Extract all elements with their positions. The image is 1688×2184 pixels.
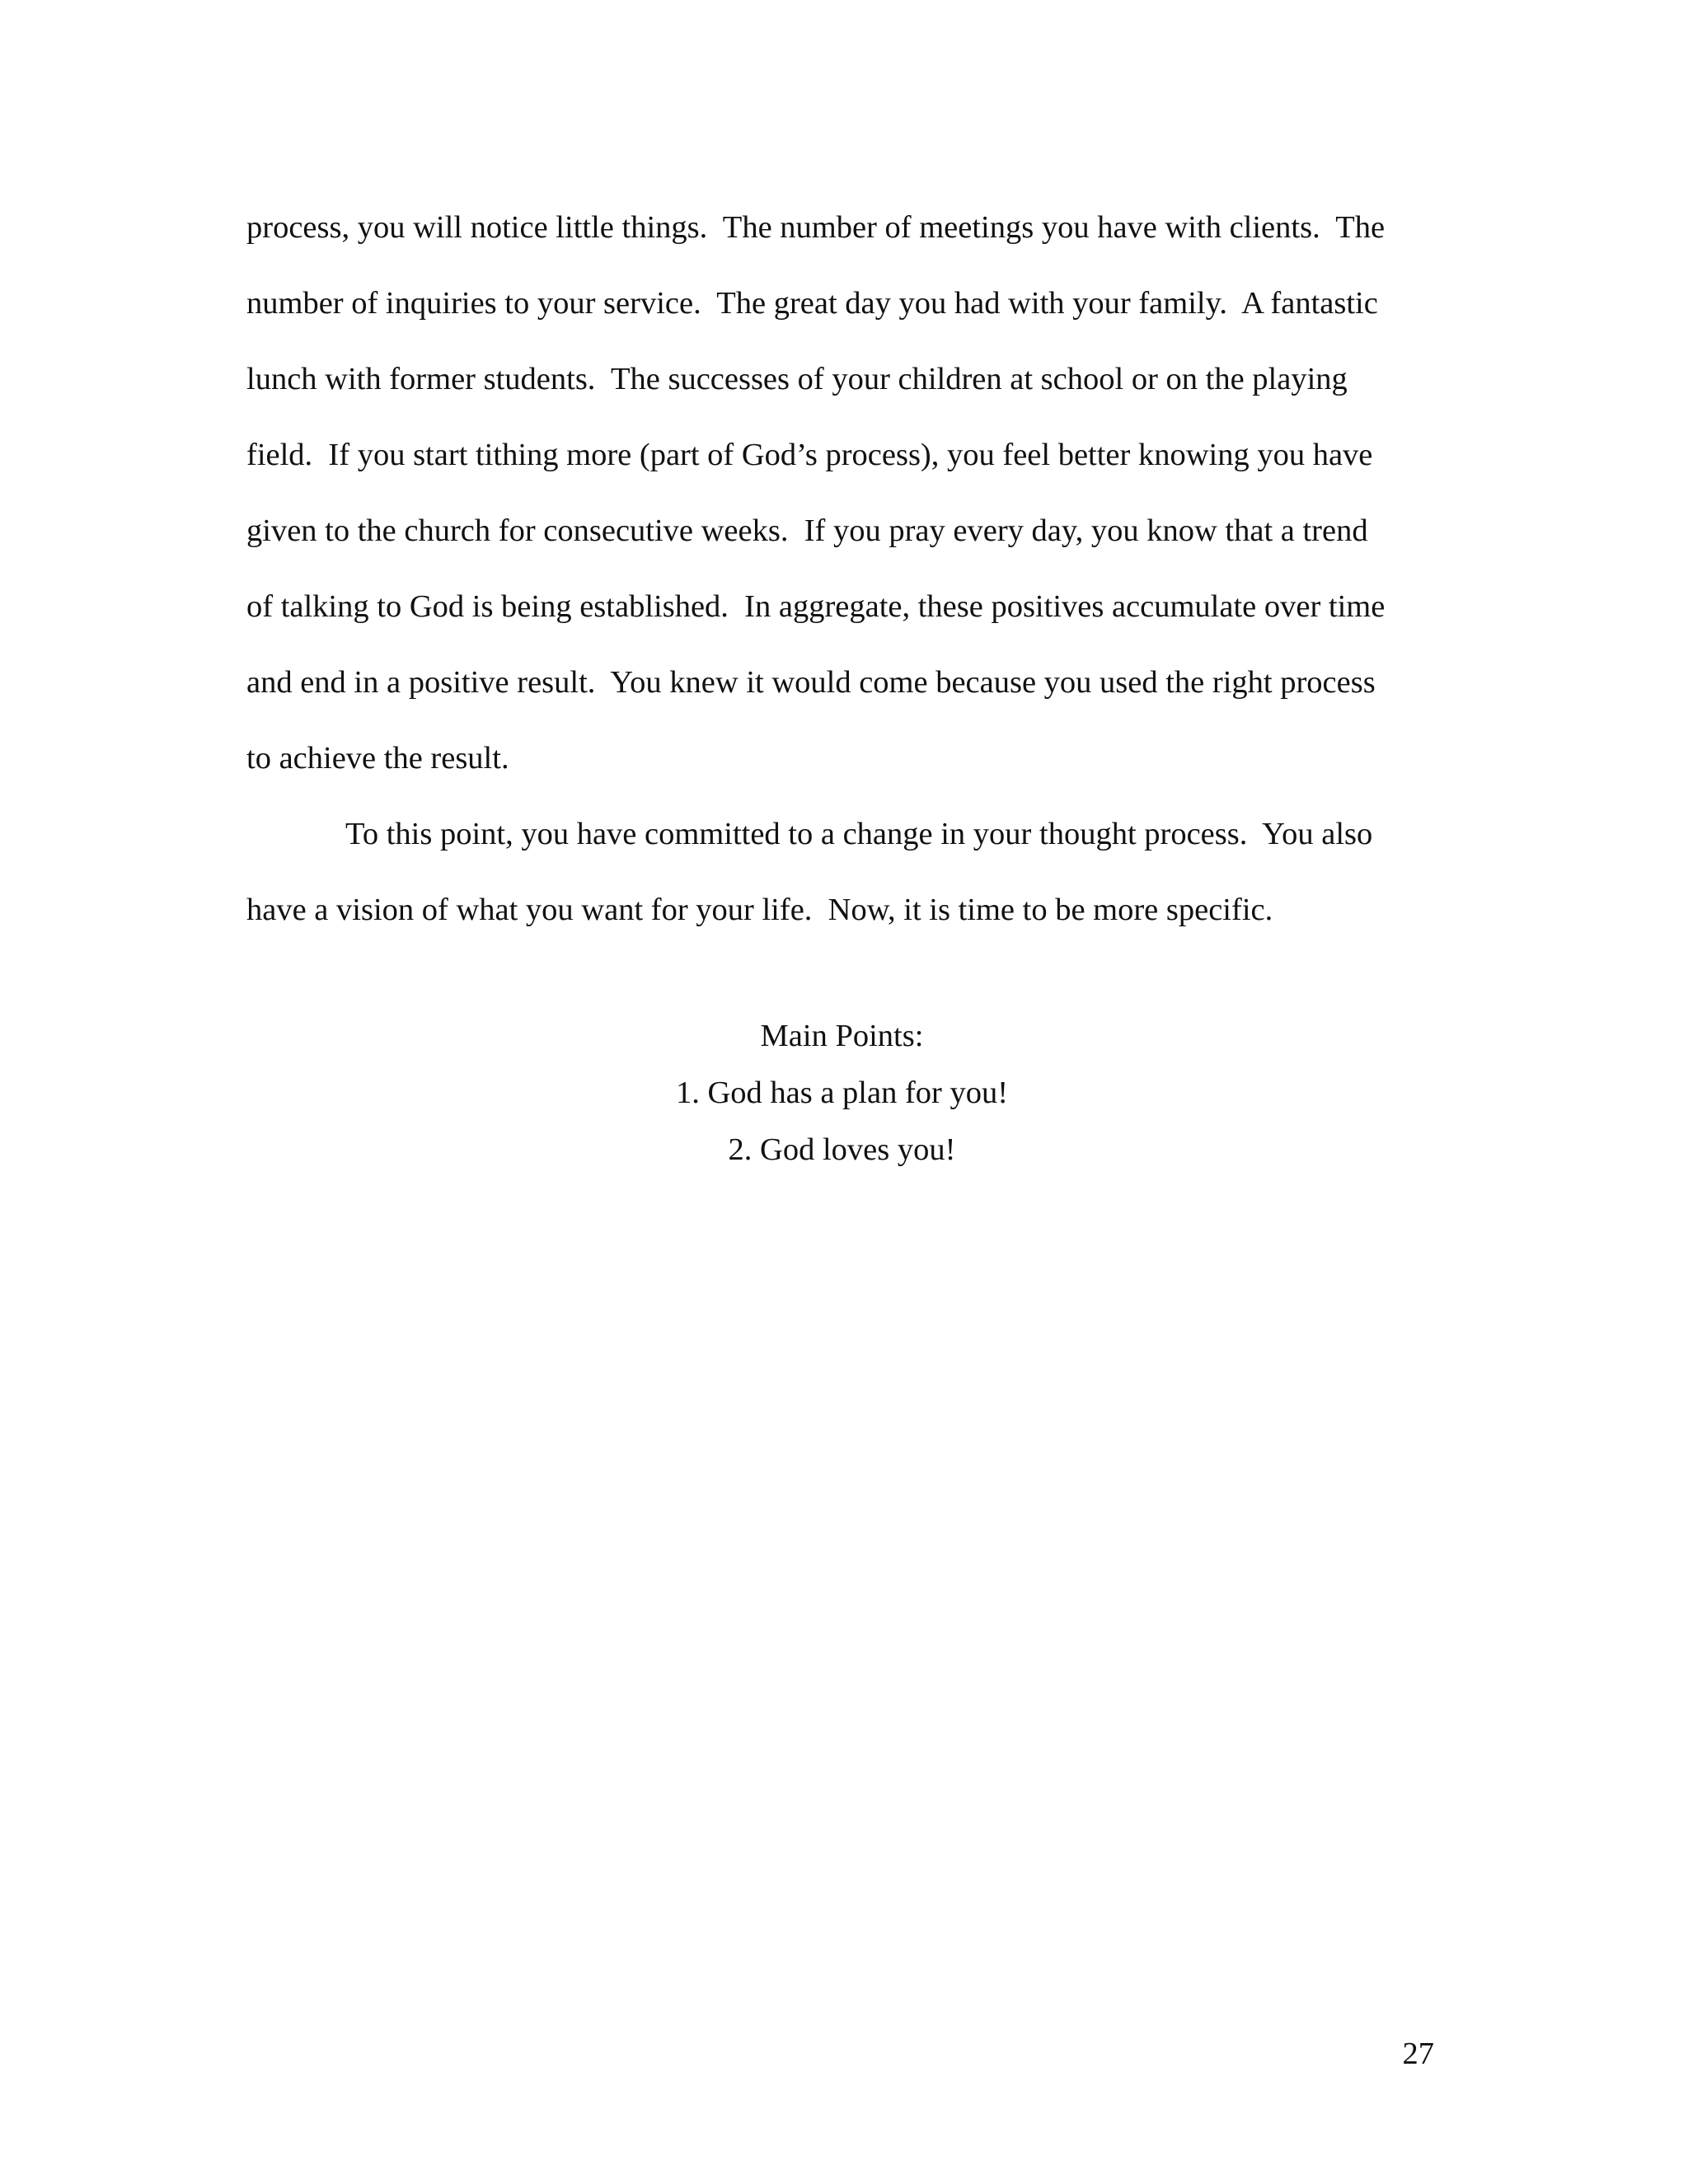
body-line: of talking to God is being established. In aggregate, these positives accumulate over time [246, 589, 1386, 624]
body-line: given to the church for consecutive weeks. If you pray every day, you know that a trend [246, 513, 1368, 548]
body-line: field. If you start tithing more (part of God’s process), you feel better knowing you have [246, 438, 1373, 472]
main-point-item: 1. God has a plan for you! [675, 1076, 1009, 1110]
page-number: 27 [1402, 2036, 1434, 2071]
main-point-item: 2. God loves you! [728, 1132, 956, 1167]
main-points-heading: Main Points: [760, 1019, 924, 1053]
body-line-indented: To this point, you have committed to a change in your thought process. You also [345, 817, 1373, 851]
body-text [246, 190, 1437, 948]
body-line: number of inquiries to your service. The great day you had with your family. A fantastic [246, 286, 1378, 321]
body-line: have a vision of what you want for your life. Now, it is time to be more specific. [246, 893, 1273, 927]
body-line: and end in a positive result. You knew it would come because you used the right process [246, 665, 1376, 700]
body-line: to achieve the result. [246, 741, 509, 776]
body-line: process, you will notice little things. The number of meetings you have with clients. The [246, 210, 1386, 245]
body-line: lunch with former students. The successes of your children at school or on the playing [246, 362, 1348, 396]
main-points-section [246, 1008, 1437, 1179]
